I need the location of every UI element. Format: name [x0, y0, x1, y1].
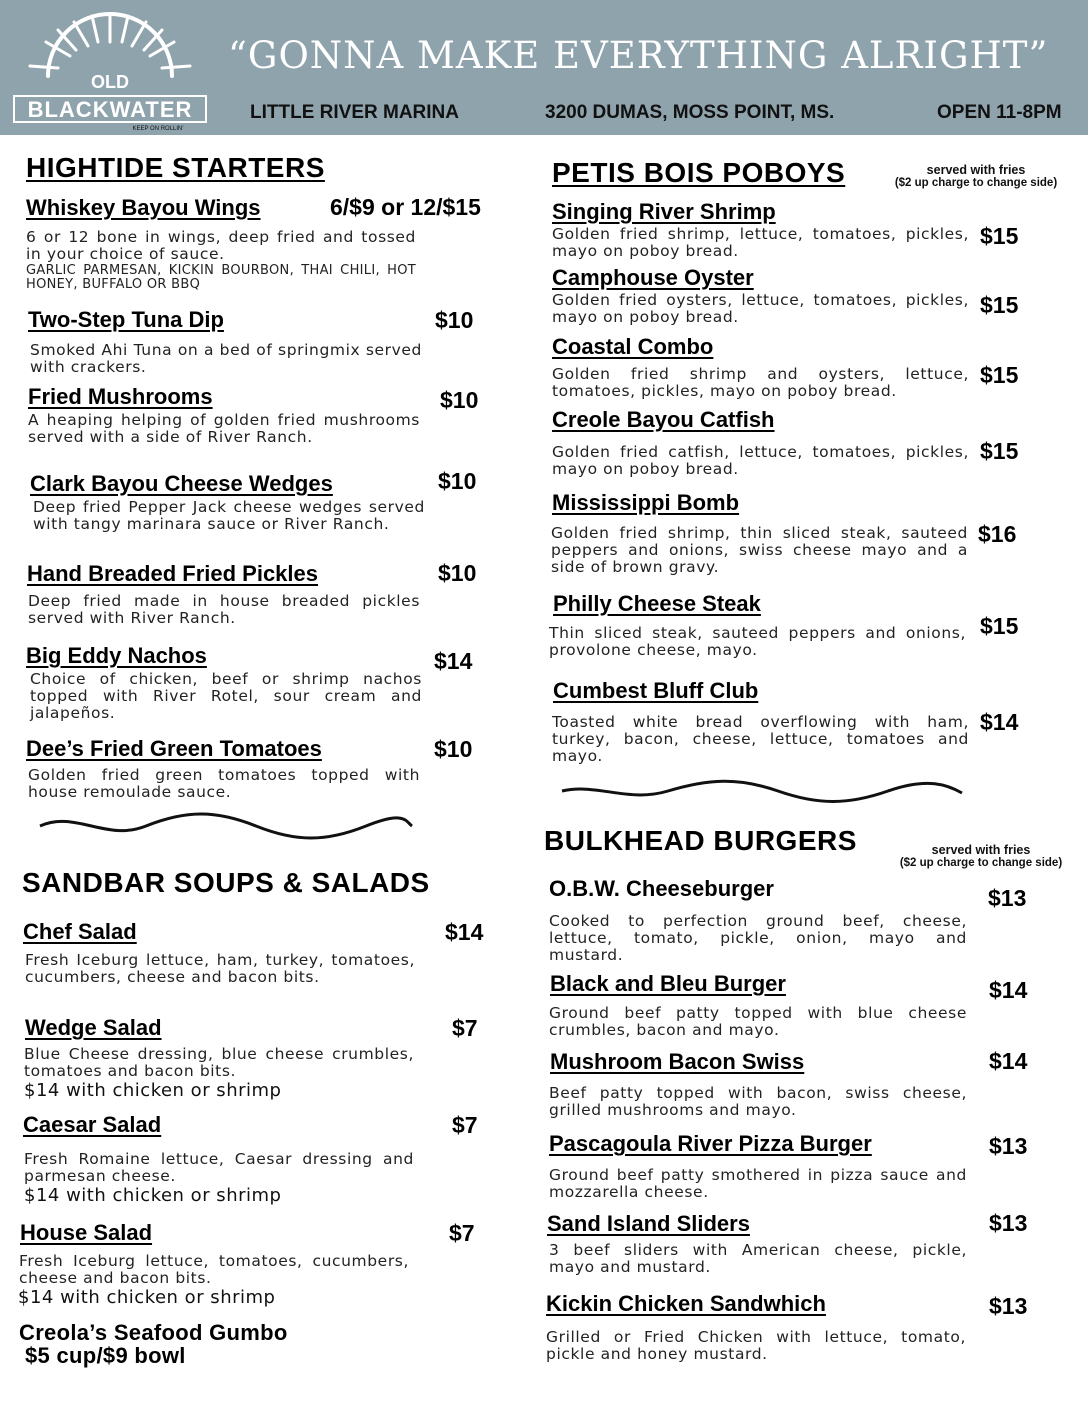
- item-name: Camphouse Oyster: [552, 265, 754, 290]
- item-name: Mushroom Bacon Swiss: [550, 1049, 805, 1074]
- item-desc: Deep fried Pepper Jack cheese wedges served with tangy marinara sauce or River Ranch.: [33, 498, 425, 533]
- item-name: Big Eddy Nachos: [26, 643, 207, 668]
- item-price: $15: [980, 223, 1019, 249]
- item-price: $13: [988, 885, 1027, 911]
- item-name: House Salad: [20, 1220, 153, 1245]
- item-price: $14: [989, 977, 1028, 1003]
- hours: OPEN 11-8PM: [937, 102, 1062, 123]
- item-name: Black and Bleu Burger: [550, 971, 786, 996]
- burgers-title: BULKHEAD BURGERS: [544, 825, 857, 856]
- header-banner: [0, 0, 1088, 135]
- item-price: $10: [438, 468, 477, 494]
- item-desc: Deep fried made in house breaded pickles served with River Ranch.: [28, 592, 420, 627]
- item-desc: Fresh Iceburg lettuce, tomatoes, cucumbers, cheese and bacon bits.: [19, 1252, 409, 1287]
- item-name: Philly Cheese Steak: [553, 591, 761, 616]
- item-desc: Golden fried shrimp, lettuce, tomatoes, pickles, mayo on poboy bread.: [552, 225, 969, 260]
- soups-title: SANDBAR SOUPS & SALADS: [22, 867, 430, 898]
- poboys-title: PETIS BOIS POBOYS: [552, 157, 846, 188]
- item-name: Fried Mushrooms: [28, 384, 213, 409]
- item-price: $14: [434, 648, 473, 674]
- item-price: $15: [980, 362, 1019, 388]
- add-protein-note: $14 with chicken or shrimp: [24, 1185, 282, 1206]
- item-price: $14: [989, 1048, 1028, 1074]
- item-desc: Fresh Romaine lettuce, Caesar dressing and parmesan cheese.: [24, 1150, 414, 1185]
- item-desc: 6 or 12 bone in wings, deep fried and tossed in your choice of sauce.: [26, 228, 416, 263]
- item-price: $13: [989, 1293, 1028, 1319]
- poboys-note: served with fries ($2 up charge to change side): [894, 163, 1058, 189]
- item-desc: Golden fried green tomatoes topped with house remoulade sauce.: [28, 766, 420, 801]
- item-name: Wedge Salad: [25, 1015, 162, 1040]
- sauce-options: GARLIC PARMESAN, KICKIN BOURBON, THAI CHILI, HOT HONEY, BUFFALO OR BBQ: [26, 263, 416, 292]
- gumbo-name: Creola’s Seafood Gumbo: [19, 1320, 288, 1345]
- old-blackwater-logo: [8, 6, 213, 132]
- item-desc: Cooked to perfection ground beef, cheese, lettuce, tomato, pickle, onion, mayo and mustard.: [549, 912, 967, 964]
- item-desc: Thin sliced steak, sauteed peppers and onions, provolone cheese, mayo.: [549, 624, 966, 659]
- item-name: Two-Step Tuna Dip: [28, 307, 224, 332]
- item-name: Cumbest Bluff Club: [553, 678, 759, 703]
- item-desc: Toasted white bread overflowing with ham, turkey, bacon, cheese, lettuce, tomatoes and mayo.: [552, 713, 969, 765]
- item-price: $16: [978, 521, 1017, 547]
- wave-divider: [36, 808, 416, 844]
- item-desc: Grilled or Fried Chicken with lettuce, tomato, pickle and honey mustard.: [546, 1328, 966, 1363]
- item-price: $15: [980, 438, 1019, 464]
- burgers-note: served with fries ($2 up charge to change side): [899, 843, 1063, 869]
- item-desc: A heaping helping of golden fried mushrooms served with a side of River Ranch.: [28, 411, 420, 446]
- svg-text:OLD: OLD: [91, 72, 129, 92]
- svg-text:BLACKWATER: BLACKWATER: [27, 97, 193, 122]
- starters-title: HIGHTIDE STARTERS: [26, 152, 325, 183]
- item-name: O.B.W. Cheeseburger: [549, 876, 774, 901]
- item-desc: Golden fried catfish, lettuce, tomatoes, pickles, mayo on poboy bread.: [552, 443, 969, 478]
- item-price: $13: [989, 1210, 1028, 1236]
- item-desc: Ground beef patty smothered in pizza sauce and mozzarella cheese.: [549, 1166, 967, 1201]
- item-price: $15: [980, 613, 1019, 639]
- item-desc: Choice of chicken, beef or shrimp nachos topped with River Rotel, sour cream and jalapeños.: [30, 670, 422, 722]
- item-desc: Beef patty topped with bacon, swiss cheese, grilled mushrooms and mayo.: [549, 1084, 967, 1119]
- item-desc: Blue Cheese dressing, blue cheese crumbles, tomatoes and bacon bits.: [24, 1045, 414, 1080]
- item-name: Singing River Shrimp: [552, 199, 776, 224]
- item-price: $7: [452, 1015, 478, 1041]
- item-price: $7: [452, 1112, 478, 1138]
- item-desc: Golden fried oysters, lettuce, tomatoes, pickles, mayo on poboy bread.: [552, 291, 969, 326]
- item-desc: Ground beef patty topped with blue cheese crumbles, bacon and mayo.: [549, 1004, 967, 1039]
- item-desc: Fresh Iceburg lettuce, ham, turkey, tomatoes, cucumbers, cheese and bacon bits.: [25, 951, 415, 986]
- wave-divider: [558, 773, 968, 809]
- item-price: $10: [438, 560, 477, 586]
- item-name: Coastal Combo: [552, 334, 714, 359]
- item-price: $14: [980, 709, 1019, 735]
- item-name: Chef Salad: [23, 919, 137, 944]
- item-price: $10: [435, 307, 474, 333]
- location: LITTLE RIVER MARINA: [250, 102, 459, 123]
- address: 3200 DUMAS, MOSS POINT, MS.: [545, 102, 835, 123]
- item-desc: Golden fried shrimp, thin sliced steak, sauteed peppers and onions, swiss cheese mayo and a side of brown gravy.: [551, 524, 968, 576]
- item-price: $10: [440, 387, 479, 413]
- tagline: “GONNA MAKE EVERYTHING ALRIGHT”: [228, 34, 1049, 77]
- item-name: Sand Island Sliders: [547, 1211, 750, 1236]
- gumbo-price: $5 cup/$9 bowl: [25, 1343, 186, 1368]
- item-name: Whiskey Bayou Wings: [26, 195, 261, 220]
- item-name: Kickin Chicken Sandwhich: [546, 1291, 826, 1316]
- item-price: $7: [449, 1220, 475, 1246]
- item-name: Mississippi Bomb: [552, 490, 740, 515]
- item-price: 6/$9 or 12/$15: [330, 194, 481, 220]
- item-name: Creole Bayou Catfish: [552, 407, 775, 432]
- item-name: Caesar Salad: [23, 1112, 162, 1137]
- item-price: $14: [445, 919, 484, 945]
- item-desc: Golden fried shrimp and oysters, lettuce, tomatoes, pickles, mayo on poboy bread.: [552, 365, 969, 400]
- item-price: $15: [980, 292, 1019, 318]
- item-price: $13: [989, 1133, 1028, 1159]
- item-name: Pascagoula River Pizza Burger: [549, 1131, 872, 1156]
- item-price: $10: [434, 736, 473, 762]
- item-desc: 3 beef sliders with American cheese, pickle, mayo and mustard.: [549, 1241, 967, 1276]
- svg-text:KEEP ON ROLLIN': KEEP ON ROLLIN': [132, 126, 184, 132]
- add-protein-note: $14 with chicken or shrimp: [18, 1287, 276, 1308]
- item-name: Hand Breaded Fried Pickles: [27, 561, 318, 586]
- add-protein-note: $14 with chicken or shrimp: [24, 1080, 282, 1101]
- item-desc: Smoked Ahi Tuna on a bed of springmix served with crackers.: [30, 341, 422, 376]
- item-name: Clark Bayou Cheese Wedges: [30, 471, 333, 496]
- item-name: Dee’s Fried Green Tomatoes: [26, 736, 322, 761]
